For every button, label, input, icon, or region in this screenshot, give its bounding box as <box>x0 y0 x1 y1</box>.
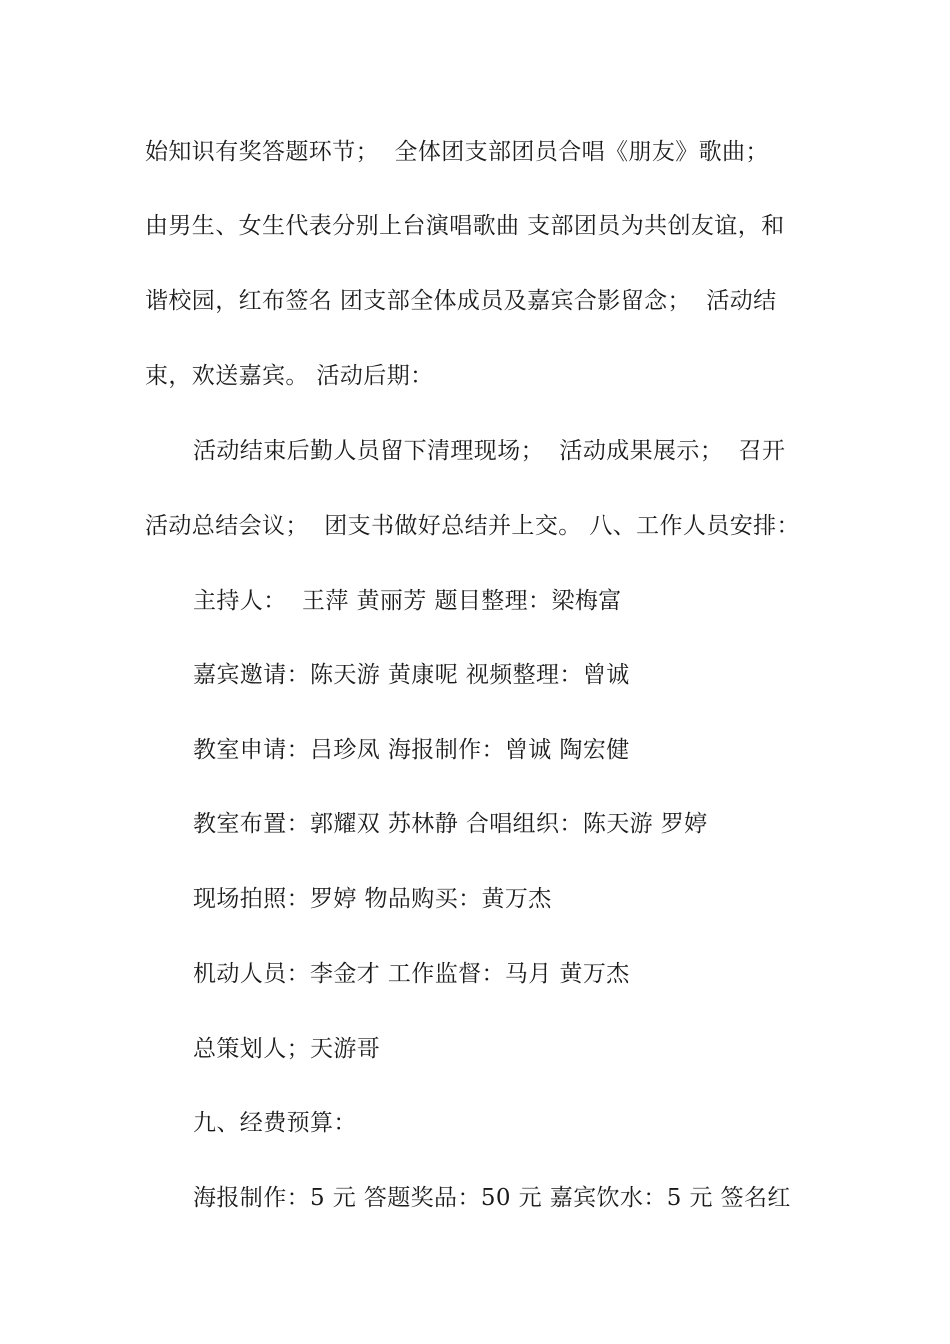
text-line: 机动人员：李金才 工作监督：马月 黄万杰 <box>193 961 630 987</box>
text-line: 嘉宾邀请：陈天游 黄康呢 视频整理：曾诚 <box>193 662 630 688</box>
text-line: 九、经费预算： <box>193 1110 357 1136</box>
text-line: 谐校园，红布签名 团支部全体成员及嘉宾合影留念； 活动结 <box>145 288 777 314</box>
text-line: 海报制作：5 元 答题奖品：50 元 嘉宾饮水：5 元 签名红 <box>193 1185 791 1211</box>
text-line: 教室布置：郭耀双 苏林静 合唱组织：陈天游 罗婷 <box>193 811 708 837</box>
text-line: 活动结束后勤人员留下清理现场； 活动成果展示； 召开 <box>193 438 786 464</box>
text-line: 总策划人；天游哥 <box>193 1036 381 1062</box>
text-line: 教室申请：吕珍凤 海报制作：曾诚 陶宏健 <box>193 737 630 763</box>
text-line: 主持人： 王萍 黄丽芳 题目整理：梁梅富 <box>193 588 622 614</box>
text-line: 现场拍照：罗婷 物品购买：黄万杰 <box>193 886 552 912</box>
text-line: 活动总结会议； 团支书做好总结并上交。 八、工作人员安排： <box>145 513 800 539</box>
text-line: 由男生、女生代表分别上台演唱歌曲 支部团员为共创友谊，和 <box>145 213 785 239</box>
text-line: 束，欢送嘉宾。 活动后期： <box>145 363 434 389</box>
text-line: 始知识有奖答题环节； 全体团支部团员合唱《朋友》歌曲； <box>145 139 769 165</box>
